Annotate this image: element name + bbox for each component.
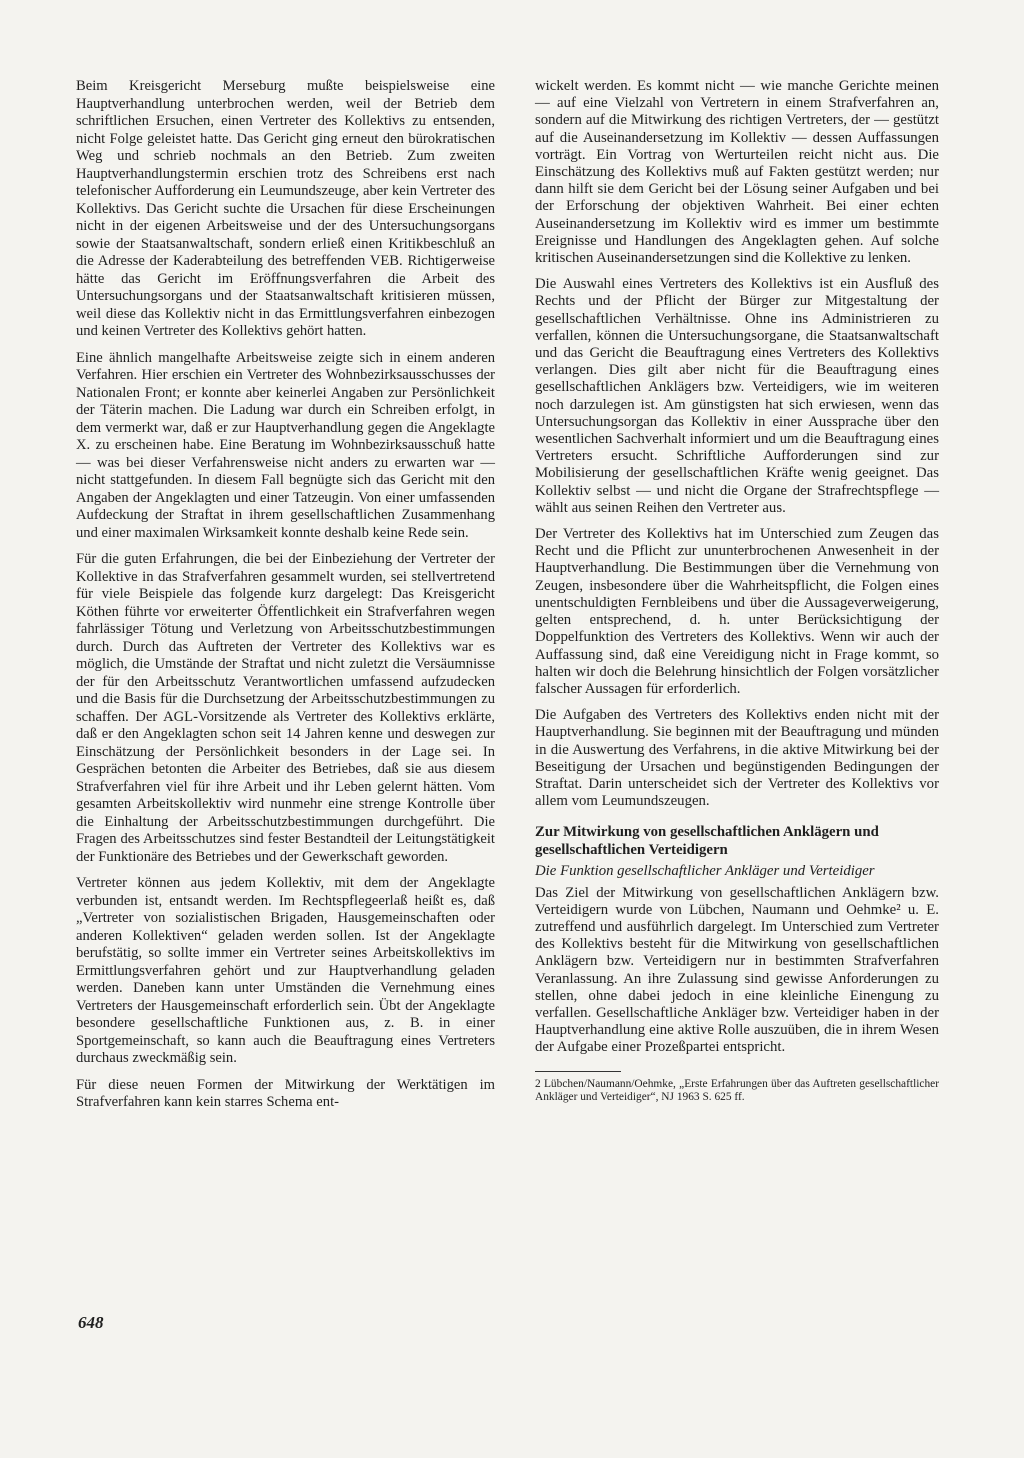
paragraph: Der Vertreter des Kollektivs hat im Unterschied zum Zeugen das Recht und die Pflicht zur ununterbrochenen Anwesenheit in der Hauptverhandlung. Die Bestimmungen über die Vernehmung von Zeugen, insbesondere über die Wahrheitspflicht, die Folgen eines unentschuldigten Fernbleibens und über die Aussageverweigerung, gelten entsprechend, d. h. unter Berücksichtigung der Doppelfunktion des Vertreters des Kollektivs. Wenn wir auch der Auffassung sind, daß eine Vereidigung nicht in Frage kommt, so halten wir doch die Belehrung hinsichtlich der Folgen vorsätzlicher falscher Aussagen für erforderlich. [535,526,939,697]
paragraph: wickelt werden. Es kommt nicht — wie manche Gerichte meinen — auf eine Vielzahl von Vertretern in einem Strafverfahren an, sondern auf die Mitwirkung des richtigen Vertreters, der — gestützt auf die Auseinandersetzung im Kollektiv — dessen Auffassungen vorträgt. Ein Vortrag von Werturteilen reicht nicht aus. Die Einschätzung des Kollektivs muß auf Fakten gestützt werden; nur dann hilft sie dem Gericht bei der Lösung seiner Aufgaben und bei der Erforschung der objektiven Wahrheit. Bei einer echten Auseinandersetzung im Kollektiv wird es immer um bestimmte Ereignisse und Handlungen des Angeklagten gehen. Auf solche kritischen Auseinandersetzungen sind die Kollektive zu lenken. [535,78,939,267]
subheading: Die Funktion gesellschaftlicher Ankläger und Verteidiger [535,863,875,880]
section-paragraph: Das Ziel der Mitwirkung von gesellschaftlichen Anklägern bzw. Verteidigern wurde von Lübchen, Naumann und Oehmke² u. E. zutreffend und ausführlich dargelegt. Im Unterschied zum Vertreter des Kollektivs besteht für die Mitwirkung von gesellschaftlichen Anklägern bzw. Verteidigern nur in bestimmten Strafverfahren Veranlassung. An ihre Zulassung sind gewisse Anforderungen zu stellen, ohne dabei jedoch in eine kleinliche Einengung zu verfallen. Gesellschaftliche Ankläger bzw. Verteidiger haben in der Hauptverhandlung eine aktive Rolle auszuüben, die in ihrem Wesen der Aufgabe einer Prozeßpartei entspricht. [535,884,939,1056]
left-column [76,78,495,1121]
paragraph: Beim Kreisgericht Merseburg mußte beispielsweise eine Hauptverhandlung unterbrochen werden, weil der Betrieb dem schriftlichen Ersuchen, einen Vertreter des Kollektivs zu entsenden, nicht Folge geleistet hatte. Das Gericht ging erneut den bürokratischen Weg und schrieb nochmals an den Betrieb. Zum zweiten Hauptverhandlungstermin erschien trotz des Schreibens erst nach telefonischer Aufforderung ein Leumundszeuge, aber kein Vertreter des Kollektivs. Das Gericht suchte die Ursachen für diese Erscheinungen nicht in der eigenen Arbeitsweise und der des Untersuchungsorgans sowie der Staatsanwaltschaft, sondern erließ einen Kritikbeschluß an die Adresse der Kaderabteilung des betreffenden VEB. Richtigerweise hätte das Gericht im Eröffnungsverfahren die Arbeit des Untersuchungsorgans und der Staatsanwaltschaft kritisieren müssen, weil diese das Kollektiv nicht in das Ermittlungsverfahren einbezogen und keinen Vertreter des Kollektivs gehört hatten. [76,78,495,339]
paragraph: Für die guten Erfahrungen, die bei der Einbeziehung der Vertreter der Kollektive in das Strafverfahren gesammelt wurden, sei stellvertretend für viele Beispiele das folgende kurz dargelegt: Das Kreisgericht Köthen führte vor erweiterter Öffentlichkeit ein Strafverfahren wegen fahrlässiger Tötung und Verletzung von Arbeitsschutzbestimmungen durch. Durch das Auftreten der Vertreter des Kollektivs war es möglich, die Umstände der Straftat und nicht zuletzt die Versäumnisse der für den Arbeitsschutz Verantwortlichen umfassend aufzudecken und die Basis für die Durchsetzung der Arbeitsschutzbestimmungen zu schaffen. Der AGL-Vorsitzende als Vertreter des Kollektivs erklärte, daß er den Angeklagten schon seit 14 Jahren kenne und deswegen zur Einschätzung der Persönlichkeit besonders in der Lage sei. In Gesprächen betonten die Arbeiter des Betriebes, daß sie aus diesem Strafverfahren viel für ihre Arbeit und ihr Leben gelernt hätten. Vom gesamten Arbeitskollektiv wird nunmehr eine strenge Kontrolle über die Einhaltung der Arbeitsschutzbestimmungen durchgeführt. Die Fragen des Arbeitsschutzes sind fester Bestandteil der Leitungstätigkeit der Funktionäre des Betriebes und der Gewerkschaft geworden. [76,551,495,865]
section-heading: Zur Mitwirkung von gesellschaftlichen Anklägern und gesellschaftlichen Verteidigern [535,824,879,858]
footnote: 2 Lübchen/Naumann/Oehmke, „Erste Erfahrungen über das Auftreten gesellschaftlicher Ankläger und Verteidiger“, NJ 1963 S. 625 ff. [535,1077,939,1104]
paragraph: Für diese neuen Formen der Mitwirkung der Werktätigen im Strafverfahren kann kein starres Schema ent- [76,1076,495,1110]
page-number: 648 [78,1313,104,1332]
paragraph: Die Aufgaben des Vertreters des Kollektivs enden nicht mit der Hauptverhandlung. Sie beginnen mit der Beauftragung und münden in die Auswertung des Verfahrens, in die aktive Mitwirkung bei der Beseitigung der Ursachen und begünstigenden Bedingungen der Straftat. Darin unterscheidet sich der Vertreter des Kollektivs vor allem vom Leumundszeugen. [535,707,939,810]
footnote-rule [535,1071,621,1072]
paragraph: Vertreter können aus jedem Kollektiv, mit dem der Angeklagte verbunden ist, entsandt werden. Im Rechtspflegeerlaß heißt es, daß „Vertreter von sozialistischen Brigaden, Hausgemeinschaften oder anderen Kollektiven“ geladen werden sollen. Ist der Angeklagte berufstätig, so sollte immer ein Vertreter seines Arbeitskollektivs im Ermittlungsverfahren gehört und zur Hauptverhandlung geladen werden. Daneben kann unter Umständen die Vernehmung eines Vertreters der Hausgemeinschaft erforderlich sein. Übt der Angeklagte besondere gesellschaftliche Funktionen aus, z. B. in einer Sportgemeinschaft, so kann auch die Beauftragung eines Vertreters durchaus zweckmäßig sein. [76,875,495,1066]
paragraph: Eine ähnlich mangelhafte Arbeitsweise zeigte sich in einem anderen Verfahren. Hier erschien ein Vertreter des Wohnbezirksausschusses der Nationalen Front; er konnte aber keinerlei Angaben zur Persönlichkeit der Täterin machen. Die Ladung war durch ein Schreiben erfolgt, in dem vermerkt war, daß er zur Hauptverhandlung gegen die Angeklagte X. zu erscheinen habe. Eine Beratung im Wohnbezirksausschuß hatte — was bei dieser Verfahrensweise nicht anders zu erwarten war — nicht stattgefunden. In diesem Fall begnügte sich das Gericht mit den Angaben der Angeklagten und einer Tatzeugin. Von einer umfassenden Aufdeckung der Straftat in ihrem gesellschaftlichen Zusammenhang und einer maximalen Wirksamkeit konnte deshalb keine Rede sein. [76,349,495,541]
right-column [535,78,939,1105]
paragraph: Die Auswahl eines Vertreters des Kollektivs ist ein Ausfluß des Rechts und der Pflicht der Bürger zur Mitgestaltung der gesellschaftlichen Verhältnisse. Ohne ins Administrieren zu verfallen, können die Untersuchungsorgane, die Staatsanwaltschaft und das Gericht die Beauftragung eines Vertreters des Kollektivs verlangen. Dies gilt aber nicht für die Beauftragung eines gesellschaftlichen Anklägers bzw. Verteidigers, wie im weiteren noch darzulegen ist. Am günstigsten hat sich erwiesen, wenn das Untersuchungsorgan das Kollektiv in einer Aussprache über den wesentlichen Sachverhalt informiert und um die Beauftragung eines Vertreters ersucht. Schriftliche Aufforderungen sind zur Mobilisierung der gesellschaftlichen Kräfte wenig geeignet. Das Kollektiv selbst — und nicht die Organe der Strafrechtspflege — wählt aus seinen Reihen den Vertreter aus. [535,276,939,516]
